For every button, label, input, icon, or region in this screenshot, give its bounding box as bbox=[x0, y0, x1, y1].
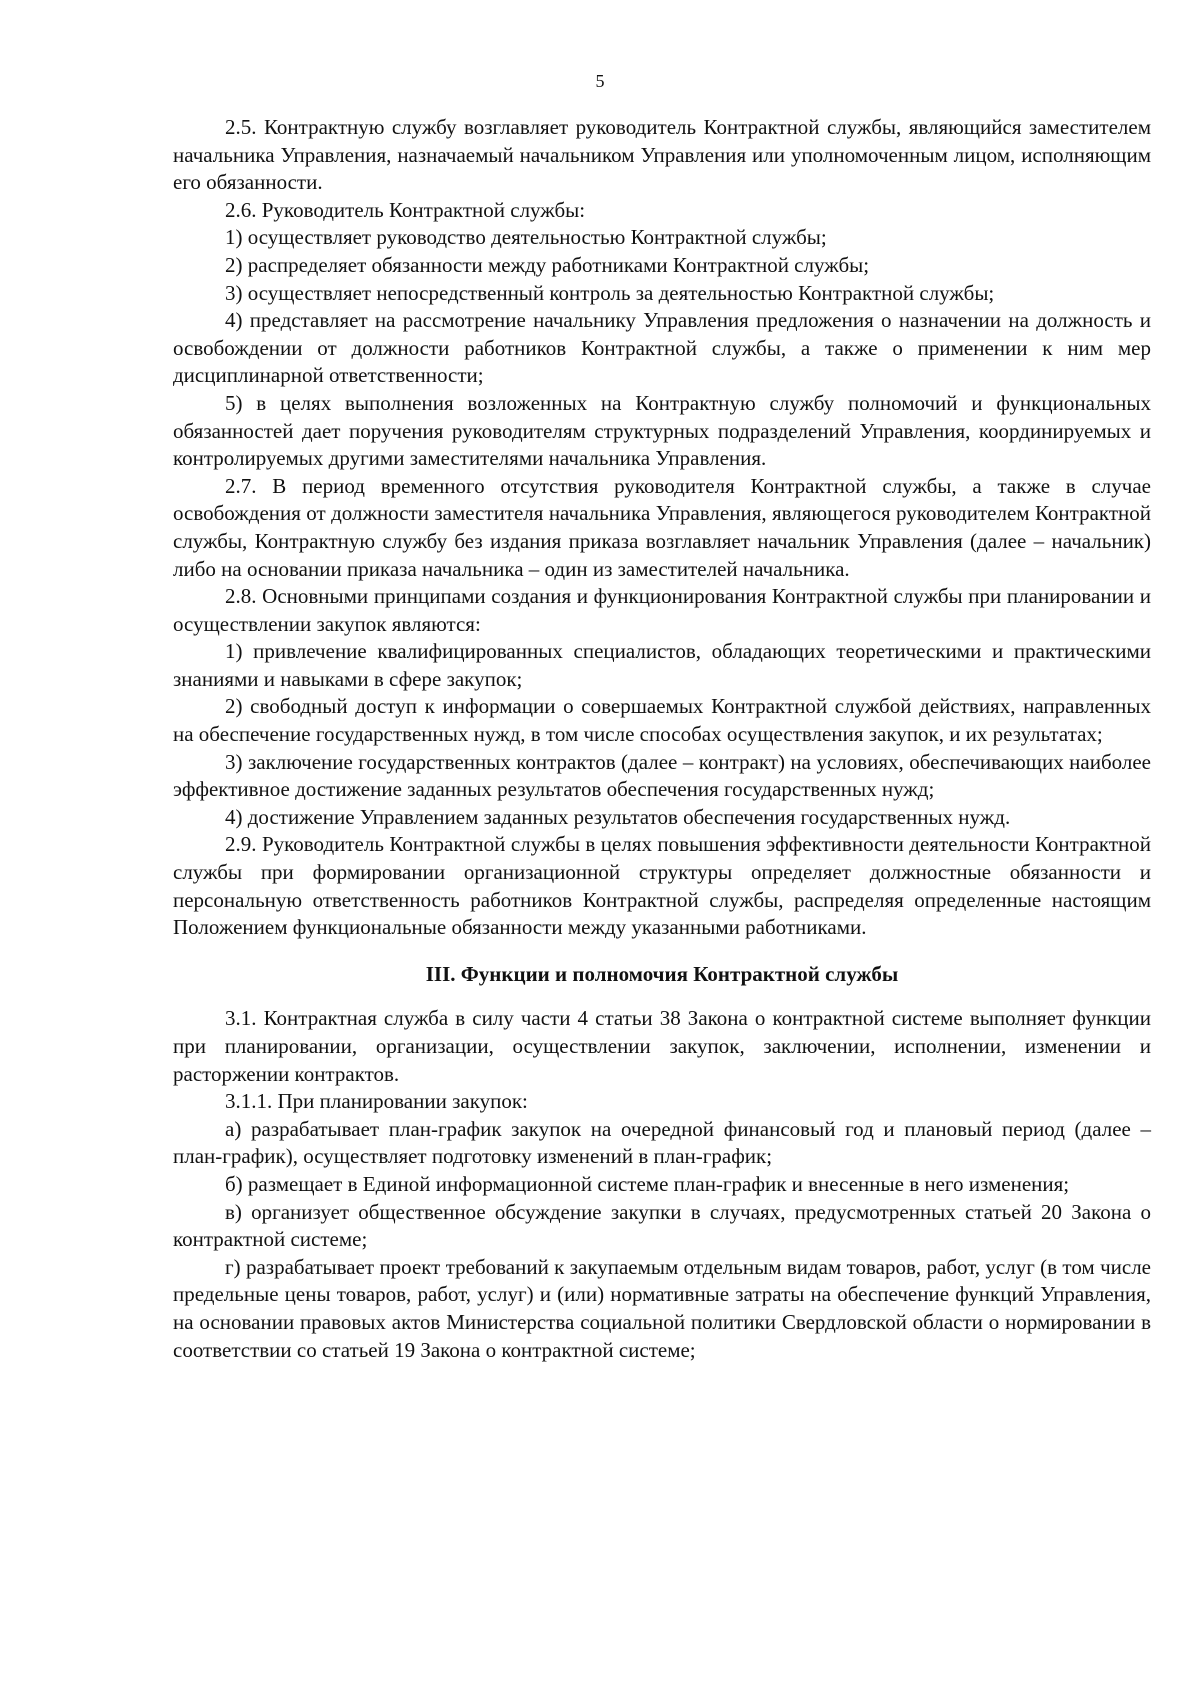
list-item: 5) в целях выполнения возложенных на Контрактную службу полномочий и функциональных обязанностей дает поручения руководителям структурных подразделений Управления, координируемых и контролируемых другими заместителями начальника Управления. bbox=[173, 390, 1151, 471]
page-number: 5 bbox=[595, 71, 605, 91]
section-title: III. Функции и полномочия Контрактной службы bbox=[425, 961, 899, 986]
document-body bbox=[173, 114, 1151, 1364]
list-item: 1) осуществляет руководство деятельностью Контрактной службы; bbox=[225, 225, 827, 250]
list-item: 1) привлечение квалифицированных специалистов, обладающих теоретическими и практическими знаниями и навыками в сфере закупок; bbox=[173, 639, 1151, 691]
paragraph: 2.6. Руководитель Контрактной службы: bbox=[225, 197, 586, 222]
list-item: б) размещает в Единой информационной системе план-график и внесенные в него изменения; bbox=[225, 1171, 1070, 1196]
paragraph: 3.1.1. При планировании закупок: bbox=[225, 1089, 528, 1114]
list-item: 2) свободный доступ к информации о совершаемых Контрактной службой действиях, направленных на обеспечение государственных нужд, в том числе способах осуществления закупок, и их результатах; bbox=[173, 694, 1151, 747]
paragraph: 2.9. Руководитель Контрактной службы в целях повышения эффективности деятельности Контрактной службы при формировании организационной структуры определяет должностные обязанности и персональную ответственность работников Контрактной службы, распределяя определенные настоящим Положением функциональные обязанности между указанными работниками. bbox=[173, 832, 1151, 940]
list-item: 3) заключение государственных контрактов (далее – контракт) на условиях, обеспечивающих наиболее эффективное достижение заданных результатов обеспечения государственных нужд; bbox=[173, 749, 1151, 802]
list-item: 2) распределяет обязанности между работниками Контрактной службы; bbox=[225, 252, 870, 277]
paragraph: 2.5. Контрактную службу возглавляет руководитель Контрактной службы, являющийся заместителем начальника Управления, назначаемый начальником Управления или уполномоченным лицом, исполняющим его обязанности. bbox=[173, 115, 1151, 195]
paragraph: 3.1. Контрактная служба в силу части 4 статьи 38 Закона о контрактной системе выполняет функции при планировании, организации, осуществлении закупок, заключении, исполнении, изменении и расторжении контрактов. bbox=[173, 1006, 1151, 1086]
list-item: 4) достижение Управлением заданных результатов обеспечения государственных нужд. bbox=[225, 804, 1011, 829]
list-item: в) организует общественное обсуждение закупки в случаях, предусмотренных статьей 20 Закона о контрактной системе; bbox=[173, 1199, 1151, 1252]
list-item: 4) представляет на рассмотрение начальнику Управления предложения о назначении на должность и освобождении от должности работников Контрактной службы, а также о применении к ним мер дисциплинарной ответственности; bbox=[173, 308, 1151, 388]
paragraph: 2.8. Основными принципами создания и функционирования Контрактной службы при планировании и осуществлении закупок являются: bbox=[173, 584, 1151, 636]
paragraph: 2.7. В период временного отсутствия руководителя Контрактной службы, а также в случае освобождения от должности заместителя начальника Управления, являющегося руководителем Контрактной службы, Контрактную службу без издания приказа возглавляет начальник Управления (далее – начальник) либо на основании приказа начальника – один из заместителей начальника. bbox=[173, 473, 1151, 581]
list-item: 3) осуществляет непосредственный контроль за деятельностью Контрактной службы; bbox=[225, 280, 995, 305]
list-item: г) разрабатывает проект требований к закупаемым отдельным видам товаров, работ, услуг (в том числе предельные цены товаров, работ, услуг) и (или) нормативные затраты на обеспечение функций Управления, на основании правовых актов Министерства социальной политики Свердловской области о нормировании в соответствии со статьей 19 Закона о контрактной системе; bbox=[173, 1254, 1151, 1362]
list-item: а) разрабатывает план-график закупок на очередной финансовый год и плановый период (далее – план-график), осуществляет подготовку изменений в план-график; bbox=[173, 1116, 1151, 1169]
